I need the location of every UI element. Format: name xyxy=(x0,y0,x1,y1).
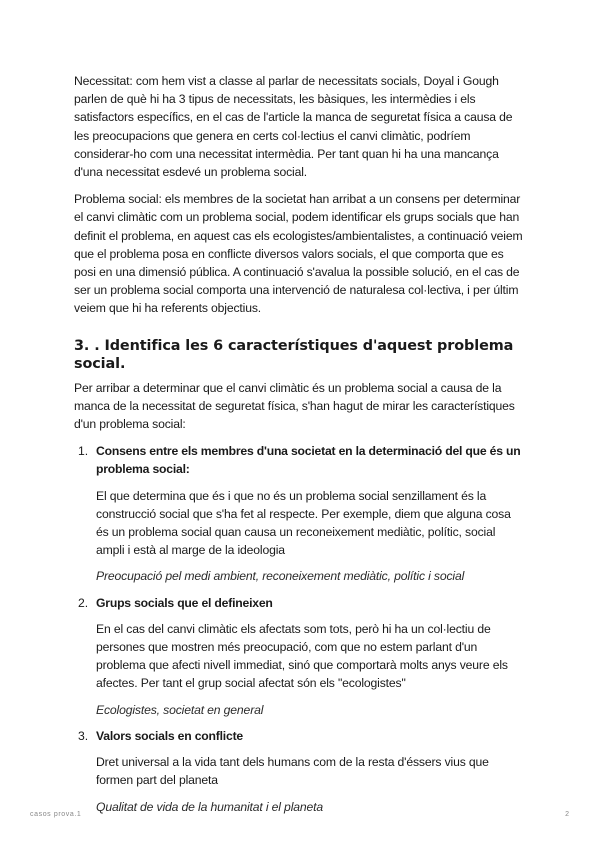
list-item-summary: Preocupació pel medi ambient, reconeixement mediàtic, polític i social xyxy=(96,569,465,584)
page-content xyxy=(74,72,526,824)
footer-page-number: 2 xyxy=(565,811,569,818)
characteristics-list xyxy=(74,442,526,815)
list-item-body: Dret universal a la vida tant dels humans com de la resta d'éssers vius que formen part del planeta xyxy=(96,755,489,788)
list-item-body: En el cas del canvi climàtic els afectats som tots, però hi ha un col·lectiu de persones que mostren més preocupació, com que no estem parlant d'un problema que afecti nivell immediat, sinó que comportarà molts anys veure els afectes. Per tant el grup social afectat són els "ecologistes" xyxy=(96,621,508,691)
list-item-summary: Qualitat de vida de la humanitat i el planeta xyxy=(96,799,323,814)
list-item-number: 2. xyxy=(78,595,89,610)
list-item-title: Consens entre els membres d'una societat en la determinació del que és un problema social: xyxy=(96,444,521,477)
list-item xyxy=(74,442,526,585)
footer-document-name: casos prova.1 xyxy=(30,811,82,818)
list-item xyxy=(74,727,526,816)
paragraph-necessitat: Necessitat: com hem vist a classe al parlar de necessitats socials, Doyal i Gough parlen de què hi ha 3 tipus de necessitats, les bàsiques, les intermèdies i els satisfactors específics, en el cas de l'article la manca de seguretat física a causa de les preocupacions que genera en certs col·lectius el canvi climàtic, podríem considerar-ho com una necessitat intermèdia. Per tant quan hi ha una mancança d'una necessitat esdevé un problema social. xyxy=(74,74,513,180)
section-intro: Per arribar a determinar que el canvi climàtic és un problema social a causa de la manca de la necessitat de seguretat física, s'han hagut de mirar les característiques d'un problema social: xyxy=(74,380,515,432)
section-heading: 3. . Identifica les 6 característiques d'aquest problema social. xyxy=(74,337,514,372)
paragraph-problema-social: Problema social: els membres de la societat han arribat a un consens per determinar el canvi climàtic com un problema social, podem identificar els grups socials que han definit el problema, en aquest cas els ecologistes/ambientalistes, a continuació veiem que el problema posa en conflicte diversos valors socials, el que comporta que es posi en una dimensió pública. A continuació s'avalua la possible solució, en el cas de ser un problema social comporta una intervenció de naturalesa col·lectiva, i per últim veiem que hi ha referents objectius. xyxy=(74,192,523,316)
list-item-title: Grups socials que el defineixen xyxy=(96,595,273,610)
list-item-number: 3. xyxy=(78,728,89,743)
list-item-number: 1. xyxy=(78,444,89,459)
list-item-title: Valors socials en conflicte xyxy=(96,728,244,743)
list-item xyxy=(74,594,526,719)
list-item-summary: Ecologistes, societat en general xyxy=(96,702,264,717)
list-item-body: El que determina que és i que no és un problema social senzillament és la construcció social que s'ha fet al respecte. Per exemple, diem que alguna cosa és un problema social quan causa un reconeixement mediàtic, polític, social ampli i està al marge de la ideologia xyxy=(96,488,511,558)
